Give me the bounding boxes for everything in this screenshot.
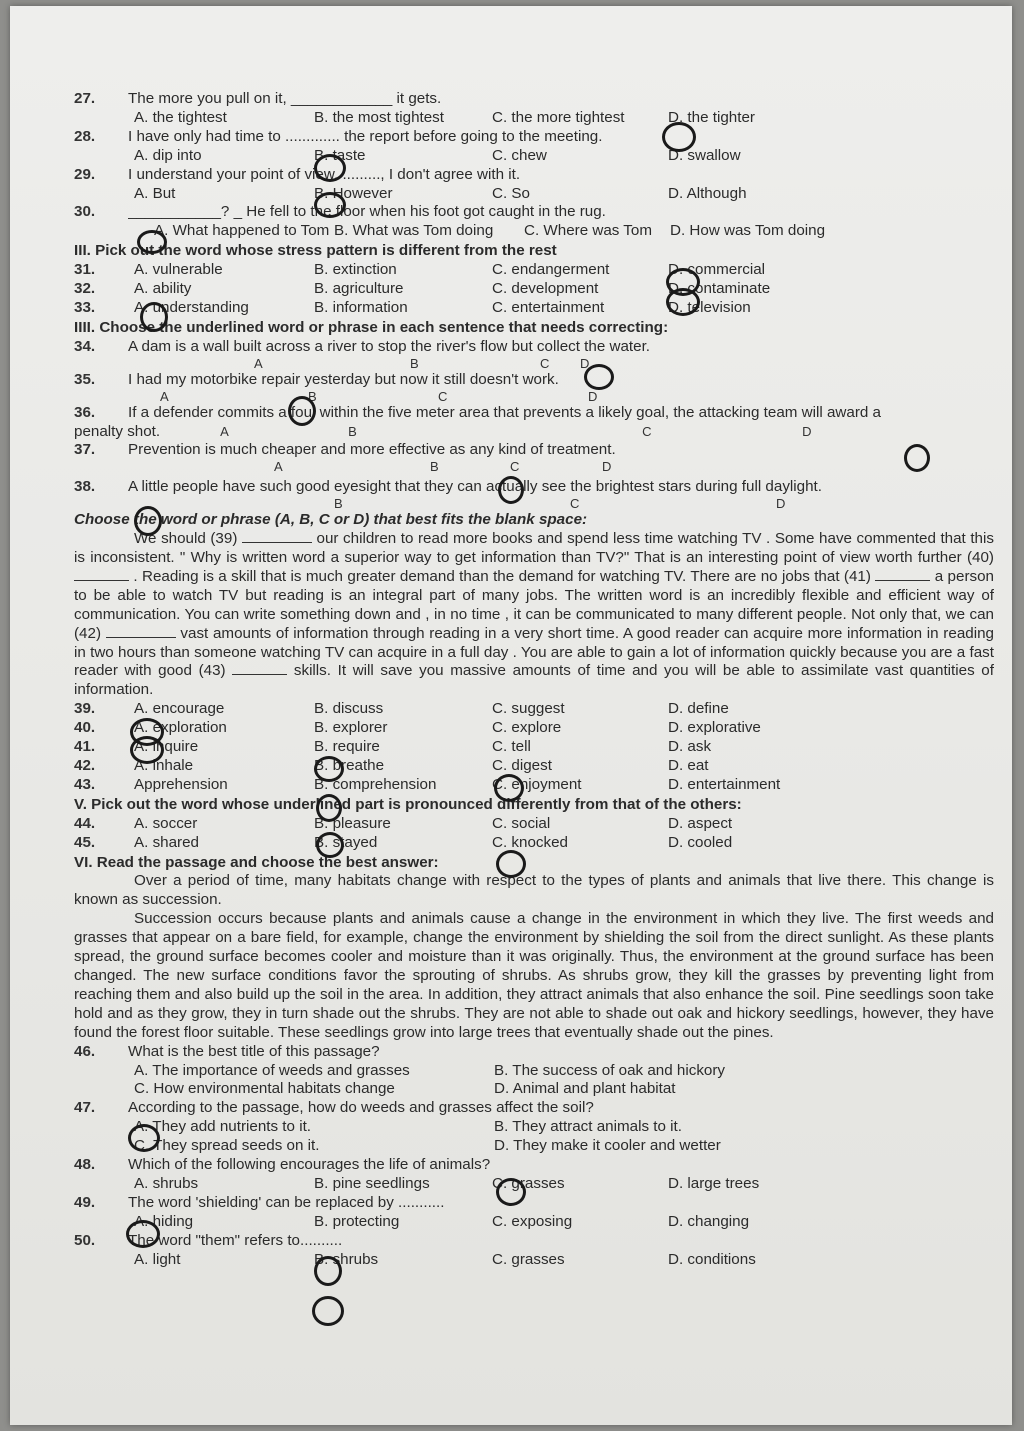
question-number: 29. — [74, 165, 96, 183]
question-text: A little people have such good eyesight that they can actually see the brightest stars during full daylight. — [128, 478, 822, 496]
option-c: C. endangerment — [492, 261, 610, 279]
question-36-cont — [74, 423, 994, 442]
question-30 — [74, 203, 994, 222]
question-39 — [74, 700, 994, 719]
option-c: C. enjoyment — [492, 775, 582, 793]
cloze-text-1: We should (39) — [134, 530, 238, 548]
question-text-cont: penalty shot. — [74, 422, 161, 440]
letter-c: C — [438, 388, 448, 404]
blank-40 — [74, 568, 129, 581]
option-d: D. cooled — [668, 833, 733, 851]
letter-a: A — [274, 459, 283, 475]
question-37 — [74, 441, 994, 460]
passage-paragraph-2: Succession occurs because plants and animals cause a change in the environment in which they live. The first weeds and grasses that appear on a bare field, for example, change the environment by shielding the soil from the direct sunlight. As these plants spread, the ground surface becomes cooler and moisture than it was originally. Thus, the environment at the ground surface has been changed. The new surface conditions favor the sprouting of shrubs. As shrubs grow, they kill the grasses by preventing light from reaching them and also build up the soil in the area. In addition, they attract animals that also enhance the soil. Pine seedlings soon take hold and as they grow, they in turn shade out the shrubs. They are not able to shade out oak and hickory seedlings, however, they have found the forest floor suitable. These seedlings grow into large trees that eventually shade out the pines. — [74, 910, 994, 1041]
option-d: D. They make it cooler and wetter — [494, 1137, 721, 1155]
answer-mark-circle — [312, 1296, 344, 1326]
options-47 — [74, 1118, 994, 1137]
options-50 — [74, 1251, 994, 1270]
option-b: B. the most tightest — [314, 108, 444, 126]
letter-d: D — [580, 355, 590, 371]
option-b: B. What was Tom doing — [334, 222, 494, 240]
option-c: C. suggest — [492, 700, 565, 718]
option-c: C. digest — [492, 757, 552, 774]
answer-letters-38 — [74, 497, 994, 511]
option-d: D. large trees — [668, 1174, 760, 1192]
option-b: B. extinction — [314, 261, 397, 279]
option-b: B. pine seedlings — [314, 1174, 430, 1192]
option-c: C. social — [492, 814, 551, 832]
question-number: 36. — [74, 403, 96, 421]
cloze-text-5: vast amounts of information through reading in a very short time. A good reader can acquire more information in reading in two hours than someone watching TV can acquire in a full day . You are able to gain a lot of information quickly because you are a fast reader with good (43) — [74, 624, 994, 680]
question-33 — [74, 299, 994, 318]
option-d: D. Although — [668, 184, 747, 202]
option-d: D. Animal and plant habitat — [494, 1080, 676, 1098]
question-49 — [74, 1194, 994, 1213]
question-text: The word "them" refers to.......... — [128, 1231, 343, 1249]
question-36 — [74, 404, 994, 423]
question-text: Which of the following encourages the life of animals? — [128, 1156, 491, 1174]
answer-letters-37 — [74, 460, 994, 474]
option-b: B. stayed — [314, 833, 378, 851]
cloze-text-2: our children to read more books and spend less time watching TV . Some have commented that this is inconsistent. " Why is written word a superior way to get information than TV?" That is an interesting point of view worth further (40) — [74, 530, 994, 567]
question-42 — [74, 757, 994, 776]
option-a: A. light — [134, 1250, 181, 1268]
options-49 — [74, 1213, 994, 1232]
option-a: A. inquire — [134, 738, 199, 756]
letter-d: D — [802, 423, 812, 439]
option-d: D. commercial — [668, 261, 766, 279]
option-c: C. So — [492, 184, 530, 202]
option-b: B. They attract animals to it. — [494, 1118, 682, 1136]
letter-d: D — [588, 388, 598, 404]
options-29 — [74, 185, 994, 204]
option-d: D. ask — [668, 738, 712, 756]
option-b: B. taste — [314, 146, 366, 164]
option-b: B. information — [314, 298, 408, 316]
options-48 — [74, 1175, 994, 1194]
options-27 — [74, 109, 994, 128]
option-a: A. the tightest — [134, 108, 227, 126]
cloze-text-4: a person to be able to watch TV but reading is an integral part of many jobs. The written word is an incredibly flexible and efficient way of communication. You can write something down and , in no time , it can be communicated to many different people. Not only that, we can (42) — [74, 567, 994, 642]
option-a: A. inhale — [134, 757, 194, 774]
option-c: C. entertainment — [492, 298, 605, 316]
question-35 — [74, 371, 994, 390]
question-text: I understand your point of view. ........., I don't agree with it. — [128, 165, 521, 183]
option-d: D. How was Tom doing — [670, 222, 826, 240]
section-iv-heading: IIII. Choose the underlined word or phrase in each sentence that needs correcting: — [74, 318, 669, 336]
question-46 — [74, 1043, 994, 1062]
option-a: A. understanding — [134, 298, 249, 316]
question-number: 50. — [74, 1231, 96, 1249]
letter-a: A — [254, 355, 263, 371]
question-number: 37. — [74, 441, 96, 459]
question-48 — [74, 1156, 994, 1175]
option-d: D. entertainment — [668, 775, 781, 793]
blank-39 — [242, 530, 312, 543]
letter-b: B — [308, 388, 317, 404]
option-c: C. grasses — [492, 1174, 565, 1192]
question-45 — [74, 834, 994, 853]
option-d: D. swallow — [668, 146, 741, 164]
option-d: D. eat — [668, 757, 709, 774]
letter-a: A — [160, 388, 169, 404]
option-c: C. They spread seeds on it. — [134, 1137, 320, 1155]
question-number: 47. — [74, 1099, 96, 1117]
letter-a: A — [220, 423, 229, 439]
question-number: 48. — [74, 1156, 96, 1174]
question-number: 43. — [74, 775, 96, 793]
option-c: C. chew — [492, 146, 547, 164]
option-a: Apprehension — [134, 775, 228, 793]
option-a: A. soccer — [134, 814, 198, 832]
question-27 — [74, 90, 994, 109]
question-44 — [74, 815, 994, 834]
option-a: A. The importance of weeds and grasses — [134, 1061, 410, 1079]
cloze-passage — [74, 530, 994, 700]
letter-b: B — [430, 459, 439, 475]
option-a: A. ability — [134, 280, 192, 298]
option-b: B. shrubs — [314, 1250, 379, 1268]
option-d: D. changing — [668, 1212, 750, 1230]
question-number: 32. — [74, 280, 96, 298]
question-41 — [74, 738, 994, 757]
passage-paragraph-1: Over a period of time, many habitats change with respect to the types of plants and animals that live there. This change is known as succession. — [74, 872, 994, 909]
question-text: What is the best title of this passage? — [128, 1042, 380, 1060]
option-d: D. conditions — [668, 1250, 756, 1268]
option-a: A. exploration — [134, 719, 227, 737]
question-text: I have only had time to ............. the report before going to the meeting. — [128, 127, 603, 145]
question-40 — [74, 719, 994, 738]
question-43 — [74, 776, 994, 795]
question-text: I had my motorbike repair yesterday but now it still doesn't work. — [128, 370, 559, 388]
question-number: 31. — [74, 261, 96, 279]
cloze-text-6: skills. It will save you massive amounts of time and you will be able to assimilate vast quantities of information. — [74, 662, 994, 699]
option-b: B. explorer — [314, 719, 388, 737]
option-a: A. encourage — [134, 700, 225, 718]
option-c: C. tell — [492, 738, 531, 756]
question-31 — [74, 261, 994, 280]
question-number: 45. — [74, 833, 96, 851]
question-number: 35. — [74, 370, 96, 388]
question-number: 28. — [74, 127, 96, 145]
option-a: A. shared — [134, 833, 200, 851]
question-number: 44. — [74, 814, 96, 832]
option-a: A. What happened to Tom — [154, 222, 330, 240]
option-d: D. contaminate — [668, 280, 771, 298]
option-d: D. aspect — [668, 814, 733, 832]
question-number: 40. — [74, 719, 96, 737]
answer-letters-34 — [74, 357, 994, 371]
letter-d: D — [602, 459, 612, 475]
blank-42 — [106, 625, 176, 638]
option-d: D. the tighter — [668, 108, 755, 126]
option-b: B. The success of oak and hickory — [494, 1061, 726, 1079]
blank-43 — [232, 662, 287, 675]
question-number: 42. — [74, 757, 96, 774]
question-number: 33. — [74, 298, 96, 316]
section-iii-heading: III. Pick out the word whose stress pattern is different from the rest — [74, 242, 557, 260]
option-a: A. They add nutrients to it. — [134, 1118, 312, 1136]
letter-b: B — [348, 423, 357, 439]
option-b: B. However — [314, 184, 393, 202]
question-29 — [74, 166, 994, 185]
option-b: B. agriculture — [314, 280, 404, 298]
cloze-text-3: . Reading is a skill that is much greater demand than the demand for watching TV. There are no jobs that (41) — [133, 567, 871, 585]
option-a: A. dip into — [134, 146, 202, 164]
options-28 — [74, 147, 994, 166]
letter-c: C — [540, 355, 550, 371]
question-number: 38. — [74, 478, 96, 496]
letter-c: C — [642, 423, 652, 439]
options-30 — [74, 222, 994, 241]
question-50 — [74, 1232, 994, 1251]
option-d: D. television — [668, 298, 751, 316]
option-d: D. explorative — [668, 719, 761, 737]
question-text: The word 'shielding' can be replaced by ........... — [128, 1193, 445, 1211]
options-47b — [74, 1137, 994, 1156]
option-a: A. hiding — [134, 1212, 194, 1230]
option-d: D. define — [668, 700, 729, 718]
question-number: 41. — [74, 738, 96, 756]
option-b: B. protecting — [314, 1212, 400, 1230]
option-c: C. Where was Tom — [524, 222, 653, 240]
option-c: C. grasses — [492, 1250, 565, 1268]
option-c: C. explore — [492, 719, 562, 737]
question-34 — [74, 338, 994, 357]
question-28 — [74, 128, 994, 147]
options-46b — [74, 1080, 994, 1099]
question-text: A dam is a wall built across a river to stop the river's flow but collect the water. — [128, 337, 651, 355]
section-v-heading: V. Pick out the word whose underlined part is pronounced differently from that of the others: — [74, 795, 742, 813]
question-47 — [74, 1099, 994, 1118]
option-b: B. require — [314, 738, 380, 756]
option-c: C. How environmental habitats change — [134, 1080, 395, 1098]
option-a: A. But — [134, 184, 176, 202]
option-b: B. comprehension — [314, 775, 437, 793]
question-38 — [74, 478, 994, 497]
option-b: B. discuss — [314, 700, 384, 718]
cloze-instruction: Choose the word or phrase (A, B, C or D) that best fits the blank space: — [74, 511, 588, 529]
letter-c: C — [570, 496, 580, 512]
letter-d: D — [776, 496, 786, 512]
letter-c: C — [510, 459, 520, 475]
question-text: The more you pull on it, ____________ it gets. — [128, 90, 442, 107]
option-c: C. exposing — [492, 1212, 573, 1230]
question-number: 30. — [74, 203, 96, 221]
question-number: 34. — [74, 337, 96, 355]
letter-b: B — [334, 496, 343, 512]
question-text: If a defender commits a foul within the five meter area that prevents a likely goal, the attacking team will award a — [128, 403, 881, 421]
option-b: B. breathe — [314, 757, 385, 774]
blank-41 — [875, 568, 930, 581]
option-a: A. vulnerable — [134, 261, 223, 279]
question-number: 27. — [74, 90, 96, 107]
question-32 — [74, 280, 994, 299]
exam-content — [74, 90, 994, 1269]
question-text: ___________? _ He fell to the floor when his foot got caught in the rug. — [128, 203, 606, 221]
option-c: C. the more tightest — [492, 108, 625, 126]
question-text: Prevention is much cheaper and more effective as any kind of treatment. — [128, 441, 616, 459]
letter-b: B — [410, 355, 419, 371]
question-number: 49. — [74, 1193, 96, 1211]
option-c: C. knocked — [492, 833, 568, 851]
options-46 — [74, 1062, 994, 1081]
exam-sheet — [10, 6, 1012, 1425]
option-b: B. pleasure — [314, 814, 391, 832]
option-a: A. shrubs — [134, 1174, 199, 1192]
answer-letters-35 — [74, 390, 994, 404]
question-number: 46. — [74, 1042, 96, 1060]
question-number: 39. — [74, 700, 96, 718]
section-vi-heading: VI. Read the passage and choose the best answer: — [74, 853, 439, 871]
question-text: According to the passage, how do weeds and grasses affect the soil? — [128, 1099, 594, 1117]
option-c: C. development — [492, 280, 599, 298]
